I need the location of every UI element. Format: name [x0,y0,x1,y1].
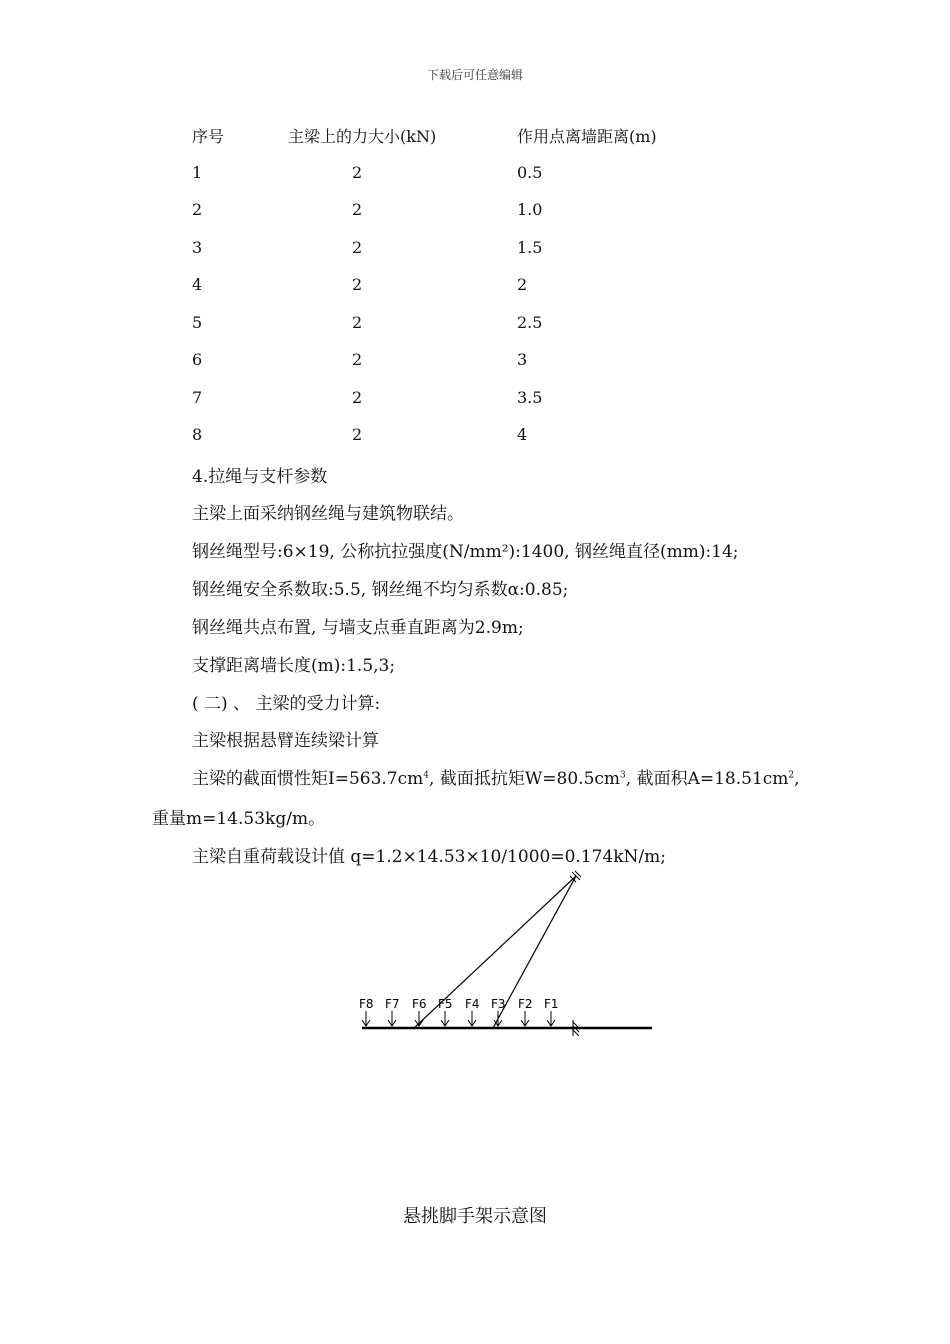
table-cell-force: 2 [352,425,363,444]
table-cell-force: 2 [352,313,363,332]
force-label: F1 [544,997,559,1011]
paragraph: 主梁上面采纳钢丝绳与建筑物联结。 [192,504,464,524]
figure-caption: 悬挑脚手架示意图 [403,1206,547,1227]
table-cell-distance: 3 [517,350,528,369]
table-cell-index: 5 [192,313,203,332]
force-label: F3 [491,997,506,1011]
table-cell-index: 4 [192,275,203,294]
force-f1 [544,997,559,1026]
force-f3 [491,997,506,1026]
table-cell-index: 3 [192,238,203,257]
force-f2 [518,997,533,1026]
table-cell-distance: 4 [517,425,528,444]
table-cell-index: 8 [192,425,203,444]
force-f5 [438,997,453,1026]
table-cell-distance: 1.0 [517,200,543,219]
paragraph: 钢丝绳安全系数取:5.5, 钢丝绳不均匀系数α:0.85; [192,580,569,600]
force-label: F6 [412,997,427,1011]
table-cell-index: 1 [192,163,203,182]
table-cell-distance: 0.5 [517,163,543,182]
paragraph: 重量m=14.53kg/m。 [152,809,326,829]
force-f6 [412,997,427,1026]
force-label: F2 [518,997,533,1011]
table-header-index: 序号 [192,127,225,146]
section-4-title: 4.拉绳与支杆参数 [192,467,328,487]
table-cell-distance: 1.5 [517,238,543,257]
table-header-distance: 作用点离墙距离(m) [517,127,657,146]
section-2-title: ( 二) 、 主梁的受力计算: [192,694,381,714]
table-cell-index: 2 [192,200,203,219]
table-cell-force: 2 [352,238,363,257]
cantilever-diagram [350,868,660,1043]
force-f4 [465,997,480,1026]
paragraph: 主梁自重荷载设计值 q=1.2×14.53×10/1000=0.174kN/m; [192,847,667,867]
table-cell-force: 2 [352,388,363,407]
paragraph: 支撑距离墙长度(m):1.5,3; [192,656,396,676]
force-label: F5 [438,997,453,1011]
force-f8 [359,997,374,1026]
paragraph: 钢丝绳共点布置, 与墙支点垂直距离为2.9m; [192,618,524,638]
paragraph: 主梁根据悬臂连续梁计算 [192,731,379,751]
table-cell-distance: 2.5 [517,313,543,332]
table-cell-distance: 2 [517,275,528,294]
force-f7 [385,997,400,1026]
force-label: F8 [359,997,374,1011]
table-cell-index: 6 [192,350,203,369]
force-label: F4 [465,997,480,1011]
paragraph: 钢丝绳型号:6×19, 公称抗拉强度(N/mm²):1400, 钢丝绳直径(mm):14; [192,542,739,562]
page-header: 下载后可任意编辑 [426,68,523,82]
force-label: F7 [385,997,400,1011]
table-cell-force: 2 [352,200,363,219]
table-cell-index: 7 [192,388,203,407]
table-cell-force: 2 [352,163,363,182]
paragraph-section-properties: 主梁的截面惯性矩$I=563.7cm^4$, 截面抵抗矩$W=80.5cm^3$, 截面积$A=18.51cm^2$, [192,769,800,789]
table-cell-distance: 3.5 [517,388,543,407]
table-cell-force: 2 [352,275,363,294]
table-cell-force: 2 [352,350,363,369]
table-header-force: 主梁上的力大小(kN) [288,127,437,146]
